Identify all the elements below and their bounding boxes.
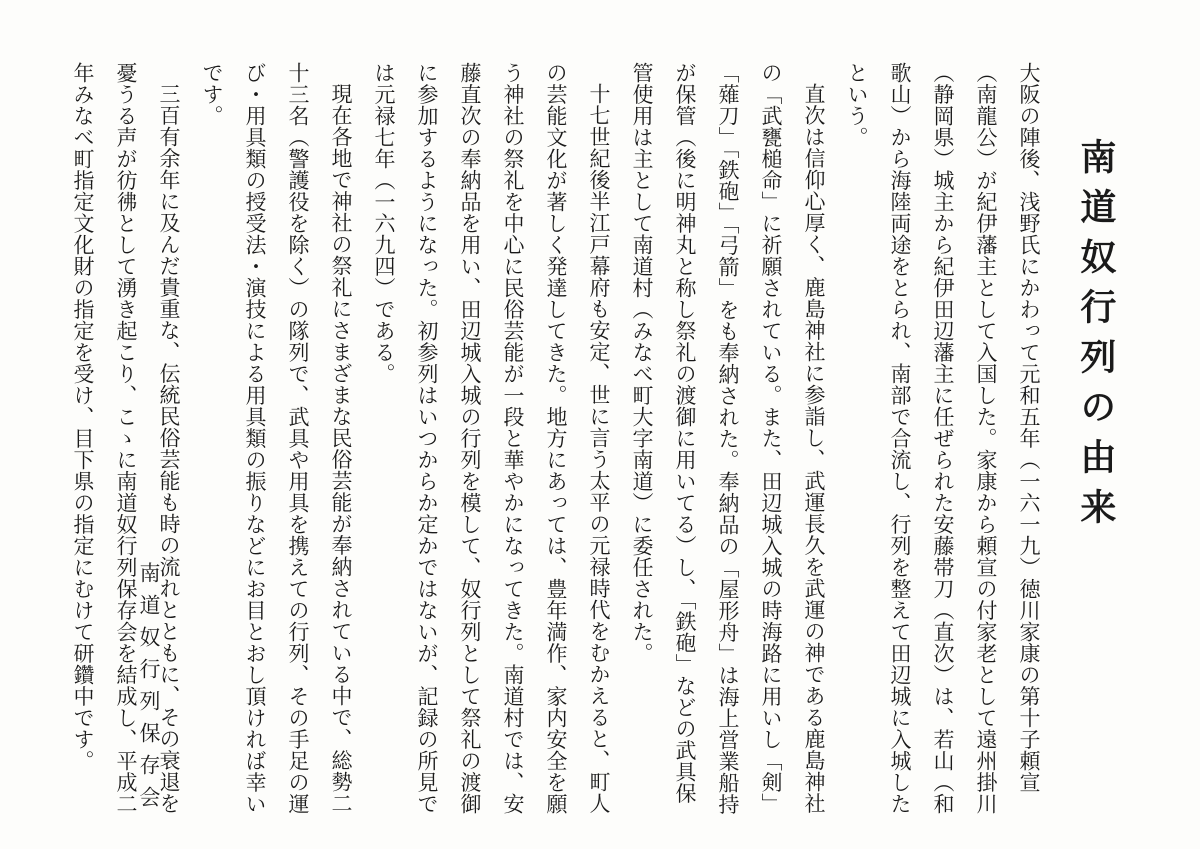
signature: 南道奴行列保存会 xyxy=(137,562,161,818)
paragraph: 直次は信仰心厚く、鹿島神社に参詣し、武運長久を武運の神である鹿島神社の「武甕槌命」に祈願されている。また、田辺城入城の時海路に用いし「剣」「薙刀」「鉄砲」「弓箭」をも奉納された。奉納品の「屋形舟」は海上営業船持が保管（後に明神丸と称し祭礼の渡御に用いてる）し、「鉄砲」などの武具保管使用は主として南道村（みなべ町大字南道）に委任された。 xyxy=(630,62,826,815)
paragraph: 現在各地で神社の祭礼にさまざまな民俗芸能が奉納されている中で、総勢二十三名（警護役を除く）の隊列で、武具や用具を携えての行列、その手足の運び・用具類の授受法・演技による用具類の振りなどにお目とおし頂ければ幸いです。 xyxy=(200,62,353,815)
paragraph: 大阪の陣後、浅野氏にかわって元和五年（一六一九）徳川家康の第十子頼宣（南龍公）が紀伊藩主として入国した。家康から頼宣の付家老として遠州掛川（静岡県）城主から紀伊田辺藩主に任ぜられた安藤帯刀（直次）は、若山（和歌山）から海陸両途をとられ、南部で合流し、行列を整えて田辺城に入城したという。 xyxy=(845,62,1041,815)
document-body xyxy=(61,62,1050,822)
paragraph: 十七世紀後半江戸幕府も安定、世に言う太平の元禄時代をむかえると、町人の芸能文化が著しく発達してきた。地方にあっては、豊年満作、家内安全を願う神社の祭礼を中心に民俗芸能が一段と華やかになってきた。南道村では、安藤直次の奉納品を用い、田辺城入城の行列を模して、奴行列として祭礼の渡御に参加するようになった。初参列はいつからか定かではないが、記録の所見では元禄七年（一六九四）である。 xyxy=(372,62,611,815)
paragraph: 三百有余年に及んだ貴重な、伝統民俗芸能も時の流れとともに、その衰退を憂うる声が彷彿として湧き起こり、こゝに南道奴行列保存会を結成し、平成二年みなべ町指定文化財の指定を受け、目下県の指定にむけて研鑽中です。 xyxy=(71,62,181,815)
document-title: 南道奴行列の由来 xyxy=(1074,138,1117,538)
